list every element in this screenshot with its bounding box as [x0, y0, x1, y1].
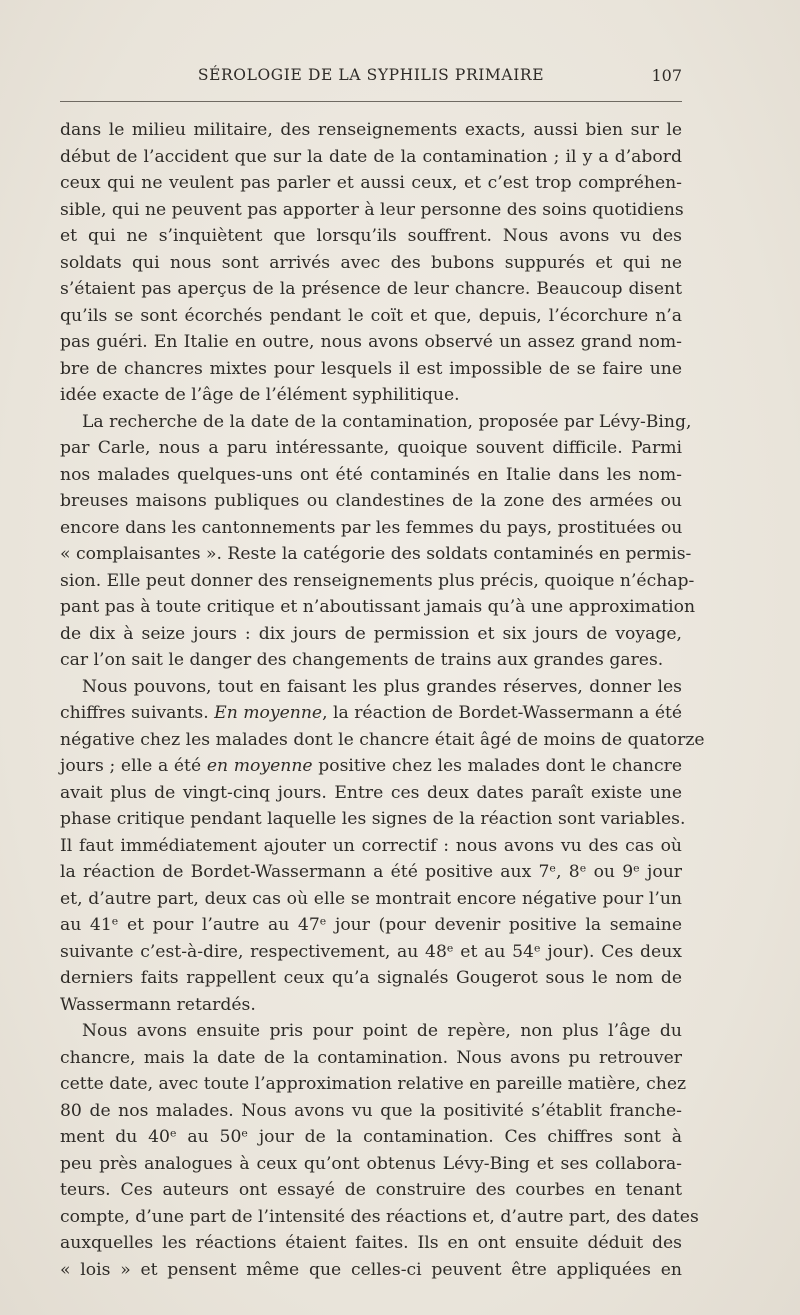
text-line: Wassermann retardés. — [60, 994, 256, 1015]
text-line: et qui ne s’inquiètent que lorsqu’ils souffrent. Nous avons vu des — [60, 226, 682, 246]
text-line: qu’ils se sont écorchés pendant le coït et que, depuis, l’écorchure n’a — [60, 305, 682, 326]
text-line: ceux qui ne veulent pas parler et aussi ceux, et c’est trop compréhen- — [60, 173, 682, 193]
running-title: SÉROLOGIE DE LA SYPHILIS PRIMAIRE — [197, 66, 545, 84]
text-line: Nous pouvons, tout en faisant les plus grandes réserves, donner les — [82, 676, 682, 697]
text-line: suivante c’est-à-dire, respectivement, au 48ᵉ et au 54ᵉ jour). Ces deux — [60, 941, 682, 962]
text-line: par Carle, nous a paru intéressante, quoique souvent difficile. Parmi — [60, 438, 682, 458]
text-run: positive chez les malades dont le chancre — [312, 756, 682, 776]
text-line: Il faut immédiatement ajouter un correctif : nous avons vu des cas où — [60, 835, 682, 856]
text-line: chancre, mais la date de la contamination. Nous avons pu retrouver — [60, 1047, 682, 1068]
text-line: bre de chancres mixtes pour lesquels il est impossible de se faire une — [60, 358, 682, 379]
text-line: au 41ᵉ et pour l’autre au 47ᵉ jour (pour devenir positive la semaine — [60, 915, 682, 935]
text-line — [60, 700, 682, 727]
text-line: car l’on sait le danger des changements de trains aux grandes gares. — [60, 650, 664, 670]
text-line: encore dans les cantonnements par les femmes du pays, prostituées ou — [60, 517, 683, 538]
text-line: « complaisantes ». Reste la catégorie des soldats contaminés en permis- — [60, 544, 692, 564]
text-line: et, d’autre part, deux cas où elle se montrait encore négative pour l’un — [60, 888, 682, 909]
text-line: début de l’accident que sur la date de la contamination ; il y a d’abord — [60, 146, 682, 167]
text-line: la réaction de Bordet-Wassermann a été positive aux 7ᵉ, 8ᵉ ou 9ᵉ jour — [60, 862, 682, 882]
text-line: cette date, avec toute l’approximation relative en pareille matière, chez — [60, 1074, 687, 1094]
text-line: dans le milieu militaire, des renseignements exacts, aussi bien sur le — [60, 120, 682, 140]
text-line: pas guéri. En Italie en outre, nous avons observé un assez grand nom- — [60, 332, 682, 352]
text-line: Nous avons ensuite pris pour point de repère, non plus l’âge du — [82, 1021, 682, 1041]
text-run: , la réaction de Bordet-Wassermann a été — [322, 703, 683, 723]
text-line: derniers faits rappellent ceux qu’a signalés Gougerot sous le nom de — [60, 968, 682, 988]
text-line: La recherche de la date de la contamination, proposée par Lévy-Bing, — [82, 411, 692, 432]
text-line: sion. Elle peut donner des renseignements plus précis, quoique n’échap- — [60, 570, 695, 591]
text-line: de dix à seize jours : dix jours de permission et six jours de voyage, — [60, 623, 682, 644]
text-line: « lois » et pensent même que celles-ci peuvent être appliquées en — [60, 1259, 682, 1280]
text-run: jours ; elle a été — [60, 756, 207, 776]
text-line: auxquelles les réactions étaient faites. Ils en ont ensuite déduit des — [60, 1233, 682, 1253]
text-line: breuses maisons publiques ou clandestines de la zone des armées ou — [60, 491, 682, 511]
italic-run: en moyenne — [206, 756, 313, 776]
italic-run: En moyenne — [214, 703, 323, 723]
text-line: pant pas à toute critique et n’aboutissant jamais qu’à une approximation — [60, 597, 696, 617]
text-line: idée exacte de l’âge de l’élément syphilitique. — [60, 385, 460, 405]
text-line: phase critique pendant laquelle les signes de la réaction sont variables. — [60, 809, 686, 829]
text-line: ment du 40ᵉ au 50ᵉ jour de la contamination. Ces chiffres sont à — [60, 1127, 682, 1147]
text-line: soldats qui nous sont arrivés avec des bubons suppurés et qui ne — [60, 252, 682, 273]
text-line — [60, 753, 682, 780]
text-line: avait plus de vingt-cinq jours. Entre ces deux dates paraît existe une — [60, 782, 682, 803]
text-line: sible, qui ne peuvent pas apporter à leur personne des soins quotidiens — [60, 199, 684, 220]
text-line: compte, d’une part de l’intensité des réactions et, d’autre part, des dates — [60, 1206, 699, 1227]
text-line: négative chez les malades dont le chancre était âgé de moins de quatorze — [60, 729, 705, 750]
page-header — [60, 66, 682, 92]
text-line: teurs. Ces auteurs ont essayé de construire des courbes en tenant — [60, 1180, 682, 1200]
header-rule — [60, 101, 682, 102]
text-line: s’étaient pas aperçus de la présence de leur chancre. Beaucoup disent — [60, 279, 682, 299]
page-number: 107 — [651, 66, 682, 85]
text-line: 80 de nos malades. Nous avons vu que la positivité s’établit franche- — [60, 1100, 682, 1121]
text-run: chiffres suivants. — [60, 703, 215, 723]
body-text — [60, 117, 705, 1283]
text-line: peu près analogues à ceux qu’ont obtenus Lévy-Bing et ses collabora- — [60, 1153, 682, 1174]
text-line: nos malades quelques-uns ont été contaminés en Italie dans les nom- — [60, 464, 682, 485]
